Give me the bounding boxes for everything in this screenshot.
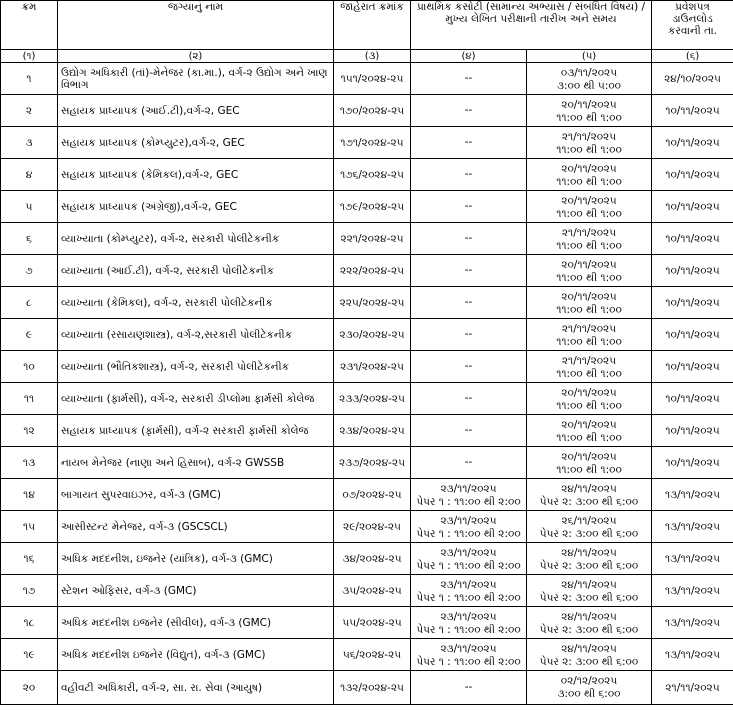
cell-sr: ૨ <box>1 95 58 127</box>
date-line: ૦૨/૧૨/૨૦૨૫ <box>560 675 618 687</box>
cell-main-date <box>527 607 652 639</box>
header-row <box>1 1 733 50</box>
cell-call-letter-date: ૧૦/૧૧/૨૦૨૫ <box>652 127 733 159</box>
date-line: ૨૩/૧૧/૨૦૨૫ <box>440 547 497 559</box>
column-number: (૫) <box>527 50 652 63</box>
cell-call-letter-date: ૧૩/૧૧/૨૦૨૫ <box>652 479 733 511</box>
cell-prelim-date <box>411 223 527 255</box>
cell-post-name: બાગાયત સુપરવાઇઝર, વર્ગ-૩ (GMC) <box>58 479 334 511</box>
date-line: ૨૦/૧૧/૨૦૨૫ <box>561 387 617 399</box>
date-line: ૨૪/૧૧/૨૦૨૫ <box>561 611 617 623</box>
header-sr: ક્રમ <box>1 1 58 50</box>
table-row <box>1 671 733 705</box>
date-line: પેપર ૧ : ૧૧:૦૦ થી ૨:૦૦ <box>416 656 521 668</box>
table-row <box>1 607 733 639</box>
cell-post-name: વહીવટી અધિકારી, વર્ગ-૨, સા. રા. સેવા (આયુષ) <box>58 671 334 705</box>
table-row <box>1 639 733 671</box>
cell-main-date <box>527 639 652 671</box>
cell-post-name: અધિક મદદનીશ ઇજનેર (વિદ્યુત), વર્ગ-૩ (GMC) <box>58 639 334 671</box>
cell-prelim-date <box>411 415 527 447</box>
date-line: ૨૩/૧૧/૨૦૨૫ <box>440 515 497 527</box>
date-line: ૩:૦૦ થી ૬:૦૦ <box>557 688 621 700</box>
cell-advt-no: ૨૨૨/૨૦૨૪-૨૫ <box>334 255 411 287</box>
cell-prelim-date <box>411 639 527 671</box>
cell-main-date <box>527 351 652 383</box>
cell-call-letter-date: ૧૦/૧૧/૨૦૨૫ <box>652 95 733 127</box>
date-line: ૩:૦૦ થી ૫:૦૦ <box>557 80 621 92</box>
date-line: પેપર ૨: ૩:૦૦ થી ૬:૦૦ <box>539 624 639 636</box>
date-line: પેપર ૨: ૩:૦૦ થી ૬:૦૦ <box>539 656 639 668</box>
date-line: ૧૧:૦૦ થી ૧:૦૦ <box>556 368 622 380</box>
cell-prelim-date <box>411 575 527 607</box>
date-line: ૨૦/૧૧/૨૦૨૫ <box>561 195 617 207</box>
date-line: ૨૪/૧૧/૨૦૨૫ <box>561 643 617 655</box>
date-line: ૨૧/૧૧/૨૦૨૫ <box>561 323 617 335</box>
cell-call-letter-date: ૧૩/૧૧/૨૦૨૫ <box>652 639 733 671</box>
cell-main-date <box>527 287 652 319</box>
cell-advt-no: ૦૭/૨૦૨૪-૨૫ <box>334 479 411 511</box>
cell-prelim-date <box>411 255 527 287</box>
cell-post-name: વ્યાખ્યાતા (ફાર્મસી), વર્ગ-૨, સરકારી ડીપ્લોમા ફાર્મસી કોલેજ <box>58 383 334 415</box>
table-row <box>1 255 733 287</box>
date-line: પેપર ૨: ૩:૦૦ થી ૬:૦૦ <box>539 496 639 508</box>
cell-sr: ૮ <box>1 287 58 319</box>
table-row <box>1 127 733 159</box>
cell-main-date <box>527 479 652 511</box>
header-advt: જાહેરાત ક્રમાંક <box>334 1 411 50</box>
cell-sr: ૧૫ <box>1 511 58 543</box>
cell-sr: ૧૭ <box>1 575 58 607</box>
date-line: ૨૪/૧૧/૨૦૨૫ <box>561 547 617 559</box>
cell-main-date <box>527 671 652 705</box>
cell-post-name: વ્યાખ્યાતા (આઈ.ટી), વર્ગ-૨, સરકારી પોલીટેકનીક <box>58 255 334 287</box>
cell-call-letter-date: ૧૦/૧૧/૨૦૨૫ <box>652 223 733 255</box>
cell-post-name: સહાયક પ્રાધ્યાપક (કેમિકલ),વર્ગ-૨, GEC <box>58 159 334 191</box>
cell-post-name: ઉદ્યોગ અધિકારી (તાં)-મેનેજર (કા.મા.), વર્ગ-૨ ઉદ્યોગ અને ખાણ વિભાગ <box>58 63 334 95</box>
cell-advt-no: ૩૫/૨૦૨૪-૨૫ <box>334 575 411 607</box>
cell-main-date <box>527 511 652 543</box>
cell-prelim-date <box>411 447 527 479</box>
cell-prelim-date <box>411 319 527 351</box>
cell-advt-no: ૨૨૧/૨૦૨૪-૨૫ <box>334 223 411 255</box>
cell-main-date <box>527 447 652 479</box>
date-line: -- <box>464 136 473 148</box>
cell-call-letter-date: ૧૦/૧૧/૨૦૨૫ <box>652 255 733 287</box>
cell-post-name: સહાયક પ્રાધ્યાપક (અંગ્રેજી),વર્ગ-૨, GEC <box>58 191 334 223</box>
cell-advt-no: ૧૭૯/૨૦૨૪-૨૫ <box>334 191 411 223</box>
date-line: ૧૧:૦૦ થી ૧:૦૦ <box>556 432 622 444</box>
cell-main-date <box>527 127 652 159</box>
cell-sr: ૧૪ <box>1 479 58 511</box>
cell-post-name: વ્યાખ્યાતા (રસાયણશાસ્ત્ર), વર્ગ-૨,સરકારી પોલીટેકનીક <box>58 319 334 351</box>
date-line: -- <box>464 200 473 212</box>
cell-main-date <box>527 575 652 607</box>
cell-prelim-date <box>411 383 527 415</box>
cell-post-name: નાયબ મેનેજર (નાણા અને હિસાબ), વર્ગ-૨ GWSSB <box>58 447 334 479</box>
date-line: -- <box>464 681 473 693</box>
date-line: -- <box>464 424 473 436</box>
cell-sr: ૫ <box>1 191 58 223</box>
date-line: પેપર ૧ : ૧૧:૦૦ થી ૨:૦૦ <box>416 528 521 540</box>
cell-post-name: સહાયક પ્રાધ્યાપક (કોમ્પ્યુટર),વર્ગ-૨, GEC <box>58 127 334 159</box>
cell-main-date <box>527 63 652 95</box>
cell-main-date <box>527 383 652 415</box>
date-line: ૨૦/૧૧/૨૦૨૫ <box>561 419 617 431</box>
cell-advt-no: ૨૩૧/૨૦૨૪-૨૫ <box>334 351 411 383</box>
cell-post-name: સ્ટેશન ઓફિસર, વર્ગ-૩ (GMC) <box>58 575 334 607</box>
cell-sr: ૧ <box>1 63 58 95</box>
cell-prelim-date <box>411 127 527 159</box>
date-line: ૧૧:૦૦ થી ૧:૦૦ <box>556 400 622 412</box>
cell-call-letter-date: ૧૦/૧૧/૨૦૨૫ <box>652 191 733 223</box>
table-row <box>1 511 733 543</box>
column-number: (૩) <box>334 50 411 63</box>
date-line: ૨૦/૧૧/૨૦૨૫ <box>561 451 617 463</box>
table-row <box>1 159 733 191</box>
cell-main-date <box>527 255 652 287</box>
column-number: (૧) <box>1 50 58 63</box>
cell-call-letter-date: ૧૦/૧૧/૨૦૨૫ <box>652 383 733 415</box>
date-line: -- <box>464 72 473 84</box>
date-line: ૨૩/૧૧/૨૦૨૫ <box>440 579 497 591</box>
cell-call-letter-date: ૧૩/૧૧/૨૦૨૫ <box>652 575 733 607</box>
cell-post-name: વ્યાખ્યાતા (ભૌતિકશાસ્ત્ર), વર્ગ-૨, સરકારી પોલીટેકનીક <box>58 351 334 383</box>
cell-advt-no: ૨૩૭/૨૦૨૪-૨૫ <box>334 447 411 479</box>
date-line: ૨૦/૧૧/૨૦૨૫ <box>561 259 617 271</box>
cell-main-date <box>527 191 652 223</box>
cell-main-date <box>527 415 652 447</box>
cell-prelim-date <box>411 511 527 543</box>
table-row <box>1 223 733 255</box>
cell-prelim-date <box>411 159 527 191</box>
cell-call-letter-date: ૧૦/૧૧/૨૦૨૫ <box>652 319 733 351</box>
cell-post-name: વ્યાખ્યાતા (કોમ્પ્યુટર), વર્ગ-૨, સરકારી પોલીટેકનીક <box>58 223 334 255</box>
cell-post-name: આસીસ્ટન્ટ મેનેજર, વર્ગ-૩ (GSCSCL) <box>58 511 334 543</box>
header-post: જગ્યાનું નામ <box>58 1 334 50</box>
cell-sr: ૧૯ <box>1 639 58 671</box>
cell-call-letter-date: ૧૩/૧૧/૨૦૨૫ <box>652 511 733 543</box>
cell-sr: ૧૬ <box>1 543 58 575</box>
cell-advt-no: ૧૭૬/૨૦૨૪-૨૫ <box>334 159 411 191</box>
date-line: ૧૧:૦૦ થી ૧:૦૦ <box>556 272 622 284</box>
cell-sr: ૯ <box>1 319 58 351</box>
cell-advt-no: ૨૩૪/૨૦૨૪-૨૫ <box>334 415 411 447</box>
table-row <box>1 479 733 511</box>
date-line: ૨૩/૧૧/૨૦૨૫ <box>440 643 497 655</box>
cell-advt-no: ૨૩૦/૨૦૨૪-૨૫ <box>334 319 411 351</box>
cell-call-letter-date: ૧૦/૧૧/૨૦૨૫ <box>652 415 733 447</box>
table-row <box>1 191 733 223</box>
date-line: ૧૧:૦૦ થી ૧:૦૦ <box>556 176 622 188</box>
date-line: પેપર ૧ : ૧૧:૦૦ થી ૨:૦૦ <box>416 592 521 604</box>
date-line: -- <box>464 264 473 276</box>
cell-call-letter-date: ૨૪/૧૦/૨૦૨૫ <box>652 63 733 95</box>
cell-sr: ૧૧ <box>1 383 58 415</box>
cell-sr: ૨૦ <box>1 671 58 705</box>
table-row <box>1 575 733 607</box>
cell-call-letter-date: ૨૧/૧૧/૨૦૨૫ <box>652 671 733 705</box>
cell-advt-no: ૨૩૩/૨૦૨૪-૨૫ <box>334 383 411 415</box>
table-row <box>1 287 733 319</box>
cell-call-letter-date: ૧૩/૧૧/૨૦૨૫ <box>652 607 733 639</box>
cell-call-letter-date: ૧૦/૧૧/૨૦૨૫ <box>652 447 733 479</box>
date-line: ૨૦/૧૧/૨૦૨૫ <box>561 291 617 303</box>
date-line: પેપર ૧ : ૧૧:૦૦ થી ૨:૦૦ <box>416 496 521 508</box>
table-row <box>1 415 733 447</box>
cell-post-name: વ્યાખ્યાતા (કેમિકલ), વર્ગ-૨, સરકારી પોલીટેકનીક <box>58 287 334 319</box>
cell-sr: ૧૩ <box>1 447 58 479</box>
cell-post-name: સહાયક પ્રાધ્યાપક (આઈ.ટી),વર્ગ-૨, GEC <box>58 95 334 127</box>
table-row <box>1 319 733 351</box>
cell-advt-no: ૩૪/૨૦૨૪-૨૫ <box>334 543 411 575</box>
cell-post-name: અધિક મદદનીશ, ઇજનેર (યાંત્રિક), વર્ગ-૩ (GMC) <box>58 543 334 575</box>
cell-advt-no: ૧૩૨/૨૦૨૪-૨૫ <box>334 671 411 705</box>
table-row <box>1 63 733 95</box>
cell-prelim-date <box>411 607 527 639</box>
header-exam-dates: પ્રાથમિક કસોટી (સામાન્ય અભ્યાસ / સંબંધિત વિષય) / મુખ્ય લેખિત પરીક્ષાની તારીખ અને સમય <box>411 1 652 50</box>
cell-prelim-date <box>411 543 527 575</box>
cell-prelim-date <box>411 63 527 95</box>
date-line: -- <box>464 168 473 180</box>
cell-main-date <box>527 223 652 255</box>
date-line: -- <box>464 456 473 468</box>
date-line: -- <box>464 360 473 372</box>
date-line: ૨૩/૧૧/૨૦૨૫ <box>440 611 497 623</box>
table-row <box>1 95 733 127</box>
table-row <box>1 447 733 479</box>
cell-advt-no: ૫૫/૨૦૨૪-૨૫ <box>334 607 411 639</box>
cell-post-name: અધિક મદદનીશ ઇજનેર (સીવીલ), વર્ગ-૩ (GMC) <box>58 607 334 639</box>
date-line: ૧૧:૦૦ થી ૧:૦૦ <box>556 208 622 220</box>
cell-advt-no: ૧૭૦/૨૦૨૪-૨૫ <box>334 95 411 127</box>
date-line: ૨૪/૧૧/૨૦૨૫ <box>561 579 617 591</box>
cell-main-date <box>527 543 652 575</box>
cell-sr: ૬ <box>1 223 58 255</box>
date-line: -- <box>464 328 473 340</box>
cell-prelim-date <box>411 479 527 511</box>
cell-call-letter-date: ૧૦/૧૧/૨૦૨૫ <box>652 287 733 319</box>
date-line: -- <box>464 392 473 404</box>
cell-call-letter-date: ૧૦/૧૧/૨૦૨૫ <box>652 159 733 191</box>
date-line: -- <box>464 296 473 308</box>
date-line: ૧૧:૦૦ થી ૧:૦૦ <box>556 240 622 252</box>
table-body <box>1 63 733 705</box>
date-line: ૨૩/૧૧/૨૦૨૫ <box>440 483 497 495</box>
date-line: પેપર ૨: ૩:૦૦ થી ૬:૦૦ <box>539 592 639 604</box>
date-line: ૨૬/૧૧/૨૦૨૫ <box>561 515 617 527</box>
cell-call-letter-date: ૧૦/૧૧/૨૦૨૫ <box>652 351 733 383</box>
cell-advt-no: ૨૯/૨૦૨૪-૨૫ <box>334 511 411 543</box>
cell-post-name: સહાયક પ્રાધ્યાપક (ફાર્મસી), વર્ગ-૨ સરકારી ફાર્મસી કોલેજ <box>58 415 334 447</box>
cell-sr: ૪ <box>1 159 58 191</box>
table-row <box>1 543 733 575</box>
column-number: (૬) <box>652 50 733 63</box>
date-line: પેપર ૧ : ૧૧:૦૦ થી ૨:૦૦ <box>416 624 521 636</box>
cell-call-letter-date: ૧૩/૧૧/૨૦૨૫ <box>652 543 733 575</box>
date-line: -- <box>464 232 473 244</box>
cell-advt-no: ૫૬/૨૦૨૪-૨૫ <box>334 639 411 671</box>
cell-main-date <box>527 159 652 191</box>
date-line: ૨૧/૧૧/૨૦૨૫ <box>561 355 617 367</box>
date-line: ૨૧/૧૧/૨૦૨૫ <box>561 131 617 143</box>
cell-prelim-date <box>411 191 527 223</box>
cell-advt-no: ૨૨૫/૨૦૨૪-૨૫ <box>334 287 411 319</box>
cell-prelim-date <box>411 287 527 319</box>
cell-sr: ૧૨ <box>1 415 58 447</box>
date-line: ૨૦/૧૧/૨૦૨૫ <box>561 99 617 111</box>
column-number: (૨) <box>58 50 334 63</box>
table-row <box>1 351 733 383</box>
date-line: ૨૦/૧૧/૨૦૨૫ <box>561 163 617 175</box>
date-line: ૧૧:૦૦ થી ૧:૦૦ <box>556 144 622 156</box>
date-line: ૧૧:૦૦ થી ૧:૦૦ <box>556 304 622 316</box>
cell-sr: ૧૦ <box>1 351 58 383</box>
date-line: ૦૩/૧૧/૨૦૨૫ <box>560 67 618 79</box>
column-number: (૪) <box>411 50 527 63</box>
date-line: -- <box>464 104 473 116</box>
cell-sr: ૭ <box>1 255 58 287</box>
cell-sr: ૧૮ <box>1 607 58 639</box>
date-line: પેપર ૨: ૩:૦૦ થી ૬:૦૦ <box>539 528 639 540</box>
cell-prelim-date <box>411 95 527 127</box>
date-line: ૨૪/૧૧/૨૦૨૫ <box>561 483 617 495</box>
cell-prelim-date <box>411 671 527 705</box>
cell-advt-no: ૧૭૧/૨૦૨૪-૨૫ <box>334 127 411 159</box>
date-line: પેપર ૧ : ૧૧:૦૦ થી ૨:૦૦ <box>416 560 521 572</box>
date-line: ૧૧:૦૦ થી ૧:૦૦ <box>556 336 622 348</box>
date-line: પેપર ૨: ૩:૦૦ થી ૬:૦૦ <box>539 560 639 572</box>
cell-sr: ૩ <box>1 127 58 159</box>
date-line: ૨૧/૧૧/૨૦૨૫ <box>561 227 617 239</box>
date-line: ૧૧:૦૦ થી ૧:૦૦ <box>556 112 622 124</box>
cell-main-date <box>527 95 652 127</box>
date-line: ૧૧:૦૦ થી ૧:૦૦ <box>556 464 622 476</box>
table-row <box>1 383 733 415</box>
column-number-row <box>1 50 733 63</box>
cell-prelim-date <box>411 351 527 383</box>
cell-main-date <box>527 319 652 351</box>
header-call-letter: પ્રવેશપત્ર ડાઉનલોડ કરવાની તા. <box>652 1 733 50</box>
cell-advt-no: ૧૫૧/૨૦૨૪-૨૫ <box>334 63 411 95</box>
